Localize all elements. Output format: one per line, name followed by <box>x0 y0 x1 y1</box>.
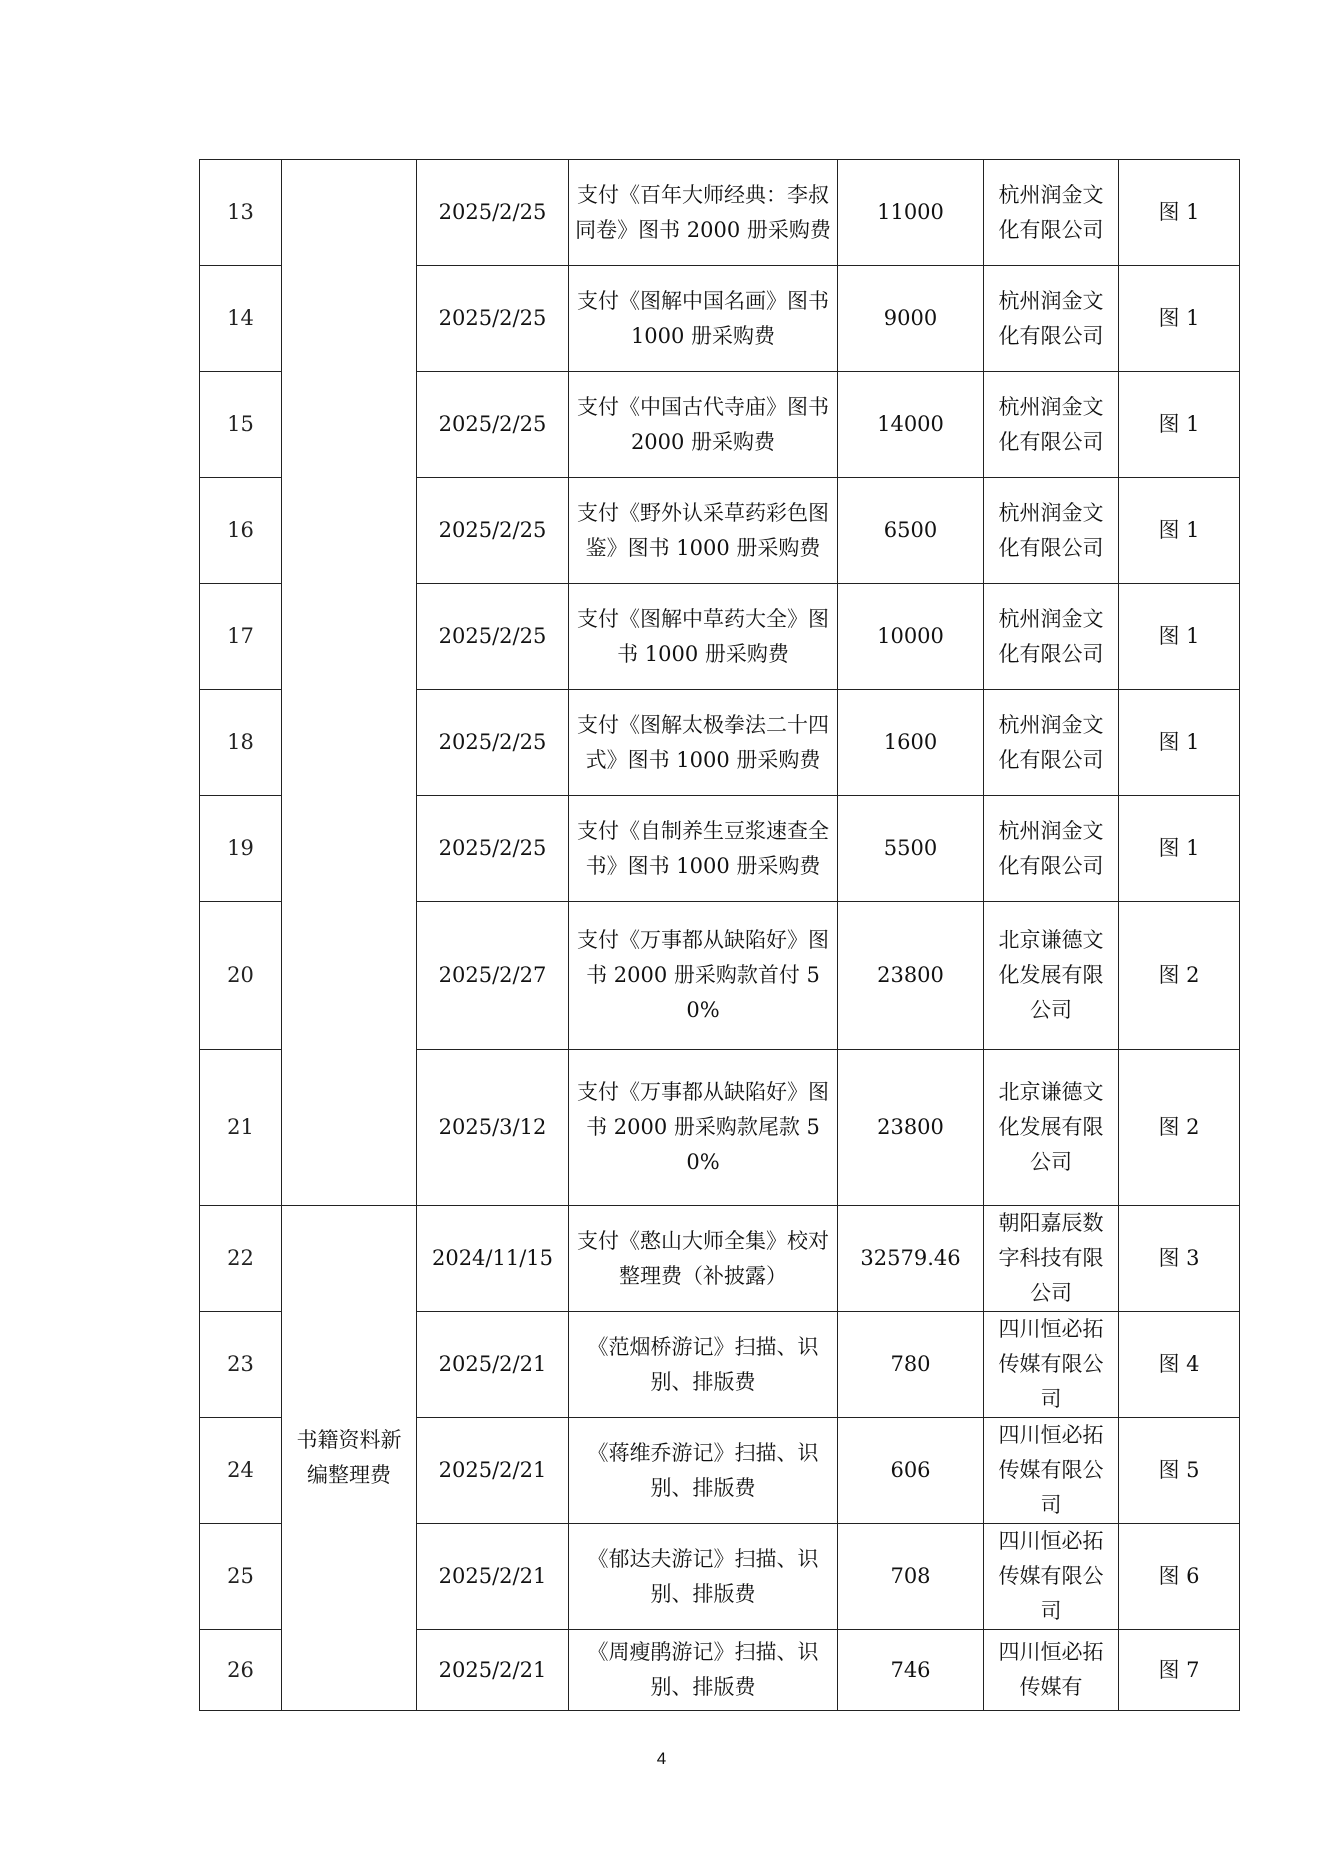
row-reference: 图 1 <box>1119 372 1240 478</box>
row-reference: 图 3 <box>1119 1206 1240 1312</box>
row-description: 《郁达夫游记》扫描、识别、排版费 <box>569 1524 838 1630</box>
row-vendor: 四川恒必拓传媒有 <box>984 1630 1119 1711</box>
row-reference: 图 1 <box>1119 690 1240 796</box>
table-row <box>200 160 1240 266</box>
row-date: 2025/2/27 <box>417 902 569 1050</box>
row-description: 支付《憨山大师全集》校对整理费（补披露） <box>569 1206 838 1312</box>
row-number: 19 <box>200 796 282 902</box>
row-reference: 图 5 <box>1119 1418 1240 1524</box>
row-description: 支付《图解中草药大全》图书 1000 册采购费 <box>569 584 838 690</box>
expense-table <box>199 159 1240 1711</box>
row-amount: 10000 <box>838 584 984 690</box>
row-description: 支付《图解太极拳法二十四式》图书 1000 册采购费 <box>569 690 838 796</box>
row-amount: 780 <box>838 1312 984 1418</box>
row-number: 18 <box>200 690 282 796</box>
row-reference: 图 2 <box>1119 1050 1240 1206</box>
row-date: 2025/2/25 <box>417 690 569 796</box>
category-cell: 书籍资料新编整理费 <box>282 1206 417 1711</box>
row-vendor: 北京谦德文化发展有限公司 <box>984 902 1119 1050</box>
row-date: 2025/2/25 <box>417 266 569 372</box>
row-vendor: 杭州润金文化有限公司 <box>984 266 1119 372</box>
row-number: 23 <box>200 1312 282 1418</box>
row-reference: 图 2 <box>1119 902 1240 1050</box>
row-amount: 23800 <box>838 902 984 1050</box>
page-number: 4 <box>656 1749 667 1768</box>
row-date: 2025/2/21 <box>417 1418 569 1524</box>
row-date: 2025/2/25 <box>417 796 569 902</box>
row-amount: 606 <box>838 1418 984 1524</box>
row-vendor: 朝阳嘉辰数字科技有限公司 <box>984 1206 1119 1312</box>
row-amount: 6500 <box>838 478 984 584</box>
row-number: 22 <box>200 1206 282 1312</box>
row-number: 21 <box>200 1050 282 1206</box>
row-description: 《蒋维乔游记》扫描、识别、排版费 <box>569 1418 838 1524</box>
row-date: 2025/2/25 <box>417 372 569 478</box>
row-number: 13 <box>200 160 282 266</box>
row-vendor: 杭州润金文化有限公司 <box>984 690 1119 796</box>
row-amount: 9000 <box>838 266 984 372</box>
row-description: 支付《图解中国名画》图书 1000 册采购费 <box>569 266 838 372</box>
row-vendor: 四川恒必拓传媒有限公司 <box>984 1312 1119 1418</box>
row-date: 2025/2/21 <box>417 1630 569 1711</box>
row-vendor: 杭州润金文化有限公司 <box>984 478 1119 584</box>
table-row <box>200 1206 1240 1312</box>
row-reference: 图 1 <box>1119 266 1240 372</box>
row-description: 《范烟桥游记》扫描、识别、排版费 <box>569 1312 838 1418</box>
row-number: 17 <box>200 584 282 690</box>
row-amount: 14000 <box>838 372 984 478</box>
row-number: 20 <box>200 902 282 1050</box>
row-date: 2024/11/15 <box>417 1206 569 1312</box>
row-vendor: 杭州润金文化有限公司 <box>984 796 1119 902</box>
row-amount: 23800 <box>838 1050 984 1206</box>
row-number: 24 <box>200 1418 282 1524</box>
row-vendor: 四川恒必拓传媒有限公司 <box>984 1524 1119 1630</box>
row-vendor: 杭州润金文化有限公司 <box>984 584 1119 690</box>
row-date: 2025/2/21 <box>417 1524 569 1630</box>
row-amount: 746 <box>838 1630 984 1711</box>
row-number: 16 <box>200 478 282 584</box>
row-reference: 图 1 <box>1119 584 1240 690</box>
row-vendor: 杭州润金文化有限公司 <box>984 160 1119 266</box>
row-vendor: 北京谦德文化发展有限公司 <box>984 1050 1119 1206</box>
row-number: 14 <box>200 266 282 372</box>
row-description: 支付《中国古代寺庙》图书 2000 册采购费 <box>569 372 838 478</box>
row-number: 26 <box>200 1630 282 1711</box>
row-amount: 708 <box>838 1524 984 1630</box>
row-amount: 5500 <box>838 796 984 902</box>
row-reference: 图 4 <box>1119 1312 1240 1418</box>
row-reference: 图 6 <box>1119 1524 1240 1630</box>
row-reference: 图 7 <box>1119 1630 1240 1711</box>
row-description: 支付《万事都从缺陷好》图书 2000 册采购款尾款 50% <box>569 1050 838 1206</box>
row-date: 2025/2/25 <box>417 584 569 690</box>
row-description: 《周瘦鹃游记》扫描、识别、排版费 <box>569 1630 838 1711</box>
row-reference: 图 1 <box>1119 796 1240 902</box>
row-reference: 图 1 <box>1119 160 1240 266</box>
row-description: 支付《野外认采草药彩色图鉴》图书 1000 册采购费 <box>569 478 838 584</box>
row-description: 支付《万事都从缺陷好》图书 2000 册采购款首付 50% <box>569 902 838 1050</box>
row-date: 2025/2/25 <box>417 478 569 584</box>
row-date: 2025/2/25 <box>417 160 569 266</box>
row-number: 15 <box>200 372 282 478</box>
row-vendor: 四川恒必拓传媒有限公司 <box>984 1418 1119 1524</box>
row-amount: 11000 <box>838 160 984 266</box>
row-description: 支付《自制养生豆浆速查全书》图书 1000 册采购费 <box>569 796 838 902</box>
row-date: 2025/2/21 <box>417 1312 569 1418</box>
row-amount: 1600 <box>838 690 984 796</box>
row-description: 支付《百年大师经典：李叔同卷》图书 2000 册采购费 <box>569 160 838 266</box>
row-vendor: 杭州润金文化有限公司 <box>984 372 1119 478</box>
category-cell-continued <box>282 160 417 1206</box>
row-amount: 32579.46 <box>838 1206 984 1312</box>
row-reference: 图 1 <box>1119 478 1240 584</box>
row-date: 2025/3/12 <box>417 1050 569 1206</box>
row-number: 25 <box>200 1524 282 1630</box>
